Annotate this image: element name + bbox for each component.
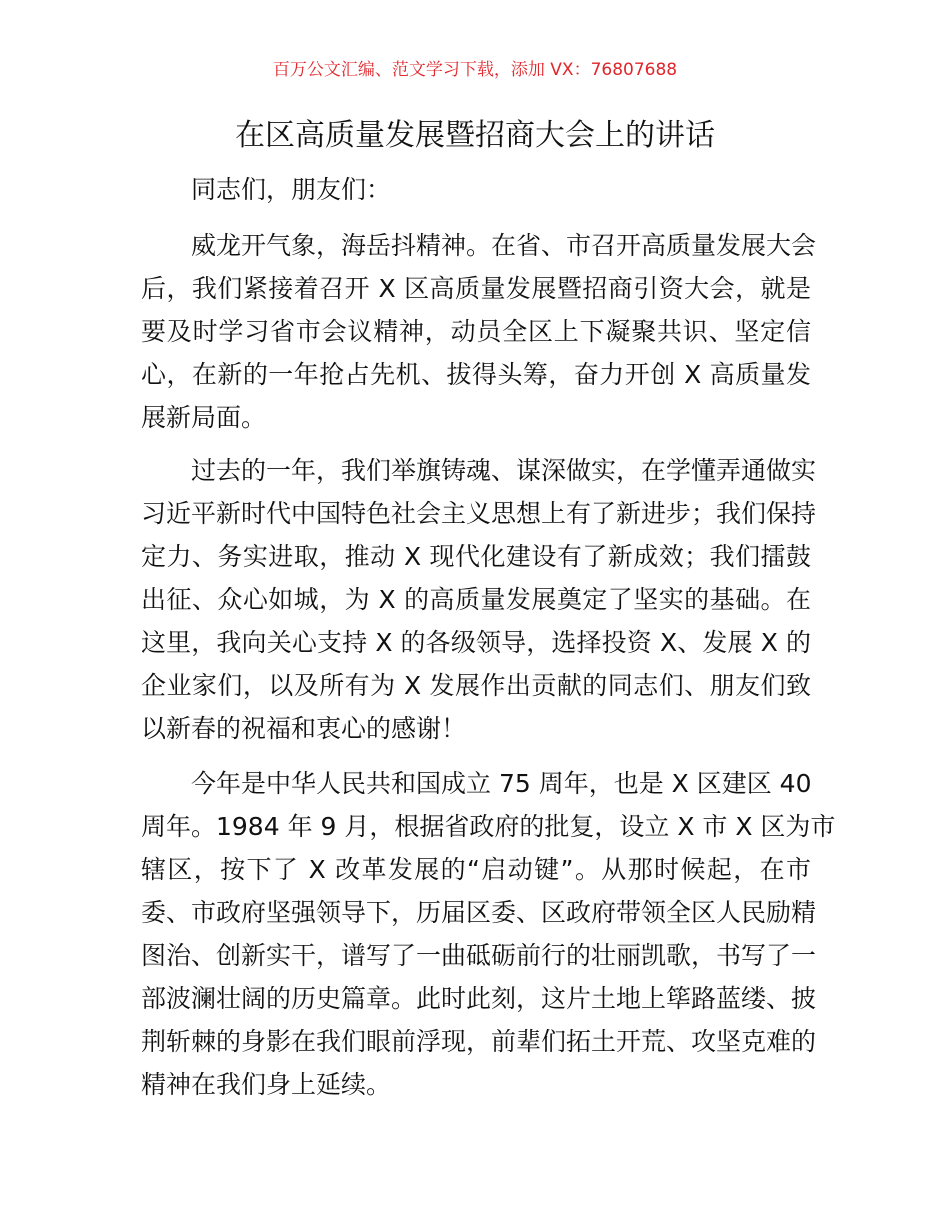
text-line: 出征、众心如城，为 X 的高质量发展奠定了坚实的基础。在	[141, 585, 811, 614]
document-title: 在区高质量发展暨招商大会上的讲话	[235, 118, 715, 153]
text-line: 以新春的祝福和衷心的感谢！	[141, 714, 467, 743]
salutation: 同志们，朋友们：	[191, 175, 392, 204]
watermark-header: 百万公文汇编、范文学习下载，添加 VX：76807688	[272, 60, 678, 80]
text-line: 展新局面。	[141, 403, 267, 432]
text-line: 今年是中华人民共和国成立 75 周年，也是 X 区建区 40	[191, 769, 812, 798]
text-line: 辖区，按下了 X 改革发展的“启动键”。从那时候起，在市	[141, 855, 811, 884]
text-line: 精神在我们身上延续。	[141, 1070, 392, 1099]
text-line: 企业家们，以及所有为 X 发展作出贡献的同志们、朋友们致	[141, 671, 811, 700]
text-line: 过去的一年，我们举旗铸魂、谋深做实，在学懂弄通做实	[191, 456, 817, 485]
text-line: 定力、务实进取，推动 X 现代化建设有了新成效；我们擂鼓	[141, 542, 811, 571]
text-line: 图治、创新实干，谱写了一曲砥砺前行的壮丽凯歌，书写了一	[141, 941, 817, 970]
text-line: 周年。1984 年 9 月，根据省政府的批复，设立 X 市 X 区为市	[141, 812, 836, 841]
text-line: 心，在新的一年抢占先机、拔得头筹，奋力开创 X 高质量发	[141, 360, 811, 389]
text-line: 威龙开气象，海岳抖精神。在省、市召开高质量发展大会	[191, 231, 817, 260]
text-line: 荆斩棘的身影在我们眼前浮现，前辈们拓土开荒、攻坚克难的	[141, 1027, 817, 1056]
text-line: 要及时学习省市会议精神，动员全区上下凝聚共识、坚定信	[141, 317, 811, 346]
text-line: 习近平新时代中国特色社会主义思想上有了新进步；我们保持	[141, 499, 817, 528]
text-line: 部波澜壮阔的历史篇章。此时此刻，这片土地上筚路蓝缕、披	[141, 984, 817, 1013]
text-line: 这里，我向关心支持 X 的各级领导，选择投资 X、发展 X 的	[141, 628, 811, 657]
text-line: 后，我们紧接着召开 X 区高质量发展暨招商引资大会，就是	[141, 274, 811, 303]
text-line: 委、市政府坚强领导下，历届区委、区政府带领全区人民励精	[141, 898, 817, 927]
